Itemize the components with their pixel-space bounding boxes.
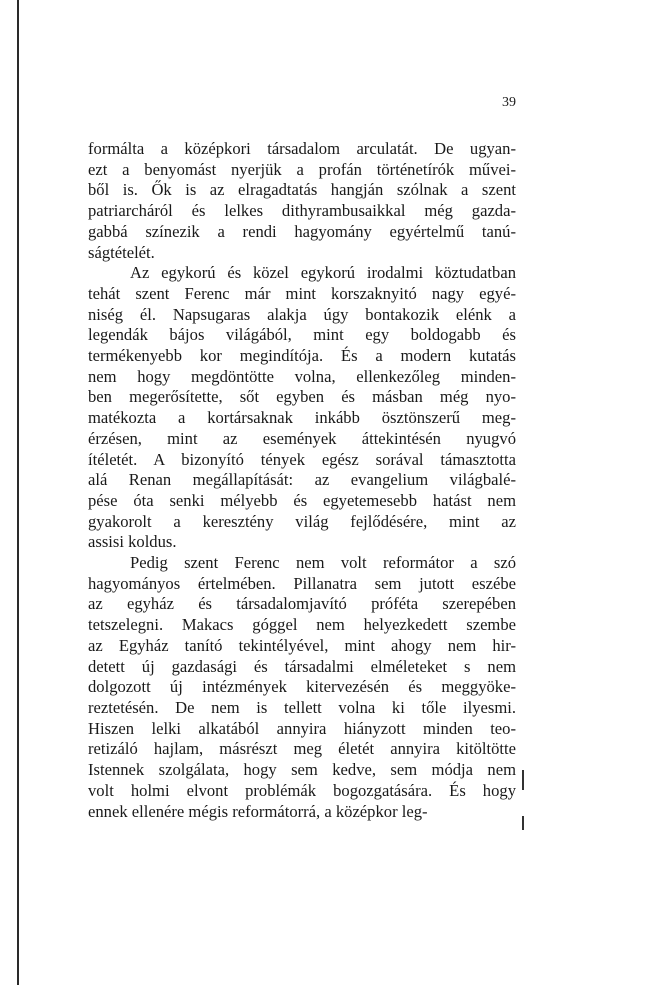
text-line: ítéletét. A bizonyító tények egész sorával támasztotta	[88, 449, 516, 469]
text-line: hagyományos értelmében. Pillanatra sem jutott eszébe	[88, 573, 516, 593]
paragraph	[88, 263, 516, 553]
page-number: 39	[502, 95, 516, 110]
text-line: detett új gazdasági és társadalmi elméleteket s nem	[88, 656, 516, 676]
text-line: gyakorolt a keresztény világ fejlődésére, mint az	[88, 511, 516, 531]
text-line: tetszelegni. Makacs góggel nem helyezkedett szembe	[88, 615, 516, 635]
text-line: Az egykorú és közel egykorú irodalmi köztudatban	[130, 263, 516, 283]
text-line: matékozta a kortársaknak inkább ösztönszerű meg-	[88, 408, 516, 428]
text-line: tehát szent Ferenc már mint korszaknyitó nagy egyé-	[88, 283, 516, 303]
text-line: Istennek szolgálata, hogy sem kedve, sem módja nem	[88, 760, 516, 780]
text-line: retizáló hajlam, másrészt meg életét annyira kitöltötte	[88, 739, 516, 759]
text-line: ből is. Ők is az elragadtatás hangján szólnak a szent	[88, 180, 516, 200]
text-line: assisi koldus.	[88, 532, 177, 552]
text-line: ságtételét.	[88, 242, 155, 262]
text-line: dolgozott új intézmények kitervezésén és meggyöke-	[88, 677, 516, 697]
text-line: patriarcháról és lelkes dithyrambusaikkal még gazda-	[88, 201, 516, 221]
text-line: ben megerősítette, sőt egyben és másban még nyo-	[88, 387, 516, 407]
text-line: Pedig szent Ferenc nem volt reformátor a szó	[130, 553, 516, 573]
paragraph	[88, 553, 516, 822]
text-line: termékenyebb kor megindítója. És a modern kutatás	[88, 346, 516, 366]
text-line: formálta a középkori társadalom arculatát. De ugyan-	[88, 139, 516, 158]
text-line: ezt a benyomást nyerjük a profán történetírók művei-	[88, 159, 516, 179]
text-line: niség él. Napsugaras alakja úgy bontakozik elénk a	[88, 304, 516, 324]
margin-mark	[522, 816, 524, 830]
text-line: gabbá színezik a rendi hagyomány egyértelmű tanú-	[88, 221, 516, 241]
text-line: legendák bájos világából, mint egy boldogabb és	[88, 325, 516, 345]
page-edge-line	[17, 0, 19, 985]
text-line: érzésen, mint az események áttekintésén nyugvó	[88, 428, 516, 448]
text-line: az egyház és társadalomjavító próféta szerepében	[88, 594, 516, 614]
paragraph	[88, 139, 516, 263]
text-line: reztetésén. De nem is tellett volna ki tőle ilyesmi.	[88, 697, 516, 717]
text-line: Hiszen lelki alkatából annyira hiányzott minden teo-	[88, 718, 516, 738]
text-line: alá Renan megállapítását: az evangelium világbalé-	[88, 470, 516, 490]
body-text	[88, 139, 516, 822]
text-line: nem hogy megdöntötte volna, ellenkezőleg minden-	[88, 366, 516, 386]
text-line: pése óta senki mélyebb és egyetemesebb hatást nem	[88, 490, 516, 510]
text-line: ennek ellenére mégis reformátorrá, a középkor leg-	[88, 801, 428, 821]
margin-mark	[522, 770, 524, 790]
text-line: az Egyház tanító tekintélyével, mint ahogy nem hir-	[88, 635, 516, 655]
text-line: volt holmi elvont problémák bogozgatására. És hogy	[88, 780, 516, 800]
